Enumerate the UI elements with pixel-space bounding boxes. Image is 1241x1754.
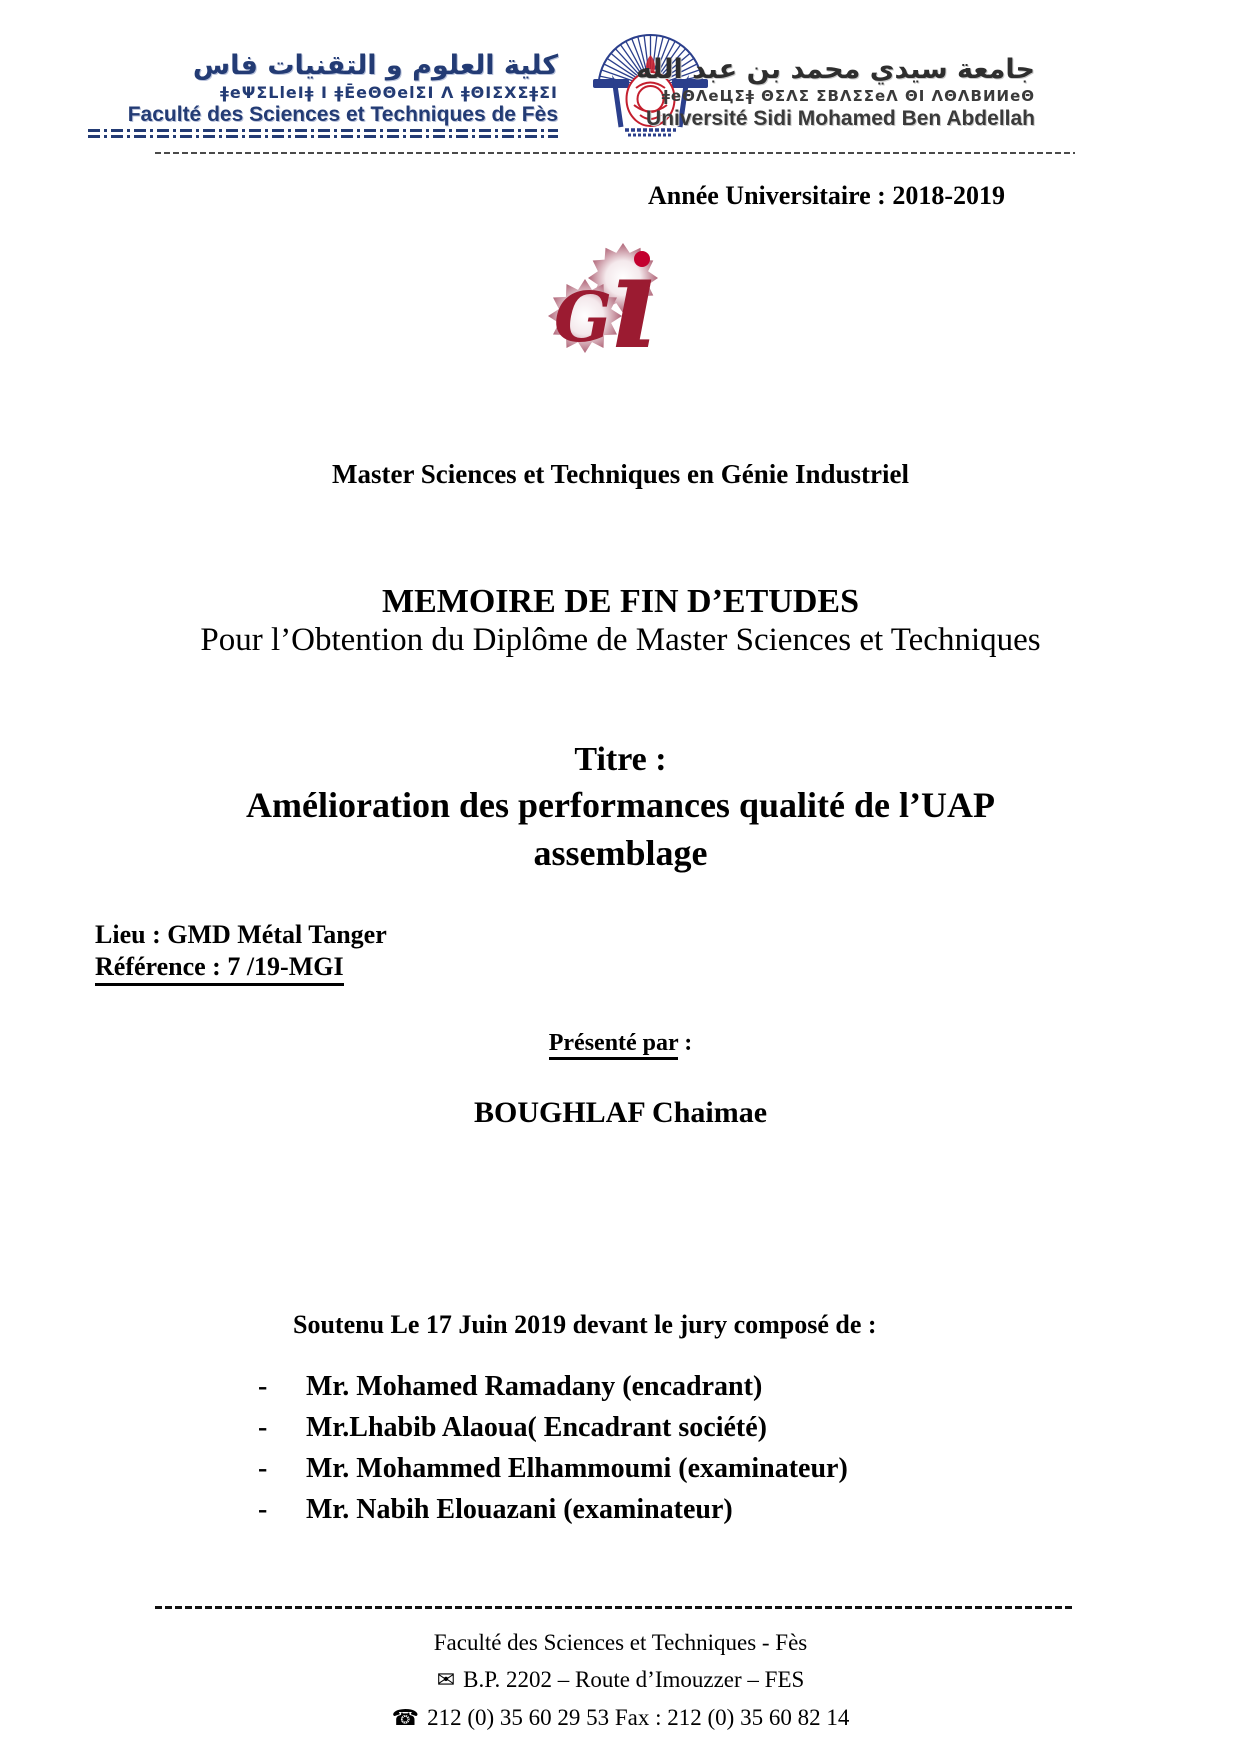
jury-member-row	[258, 1373, 848, 1401]
footer-address-text: B.P. 2202 – Route d’Imouzzer – FES	[463, 1667, 805, 1693]
header-dashed-separator	[155, 152, 1075, 154]
footer-faculty-line: Faculté des Sciences et Techniques - Fès	[433, 1630, 808, 1655]
gi-gears-icon	[545, 242, 663, 360]
faculty-name-tifinagh: ǂeΨƩLleIǂ I ǂĒeΘΘelƩI Λ ǂΘIƩXƩǂƩI	[220, 83, 558, 103]
jury-heading: Soutenu Le 17 Juin 2019 devant le jury composé de :	[293, 1310, 877, 1339]
jury-member-row	[258, 1455, 848, 1483]
lieu-line: Lieu : GMD Métal Tanger	[95, 920, 387, 949]
gi-letter-i: ı	[608, 242, 658, 360]
list-dash: -	[258, 1453, 268, 1484]
university-name-arabic: جامعة سيدي محمد بن عبد الله	[635, 54, 1035, 85]
university-name-french: Université Sidi Mohamed Ben Abdellah	[646, 106, 1035, 130]
footer-address-line	[0, 1661, 1241, 1699]
memoire-title: MEMOIRE DE FIN D’ETUDES	[382, 583, 859, 620]
presente-par-underlined: Présenté par	[549, 1030, 679, 1060]
header-dashdot-line-1	[88, 129, 558, 132]
footer-block	[0, 1624, 1241, 1737]
jury-member-name: Mr. Mohammed Elhammoumi (examinateur)	[306, 1453, 848, 1484]
header-right-block	[615, 54, 1035, 130]
jury-member-name: Mr. Nabih Elouazani (examinateur)	[306, 1494, 733, 1525]
faculty-name-arabic: كلية العلوم و التقنيات فاس	[192, 50, 558, 81]
phone-icon: ☎	[391, 1705, 420, 1731]
titre-label: Titre :	[574, 741, 667, 778]
list-dash: -	[258, 1494, 268, 1525]
mail-icon: ✉	[436, 1668, 456, 1694]
university-name-tifinagh: ǂeΘΛeЦƩǂ ΘƩΛƩ ƩΒΛƩƩeΛ ΘI ΛΘΛΒИИeΘ	[661, 87, 1035, 106]
header-dashdot-line-2	[88, 135, 558, 138]
memoire-subtitle: Pour l’Obtention du Diplôme de Master Sciences et Techniques	[200, 622, 1041, 658]
footer-dashed-separator	[155, 1606, 1075, 1609]
jury-member-row	[258, 1496, 848, 1524]
presente-par-heading	[0, 1030, 1241, 1057]
gi-letter-g: G	[553, 278, 613, 358]
jury-member-row	[258, 1414, 848, 1442]
reference-line: Référence : 7 /19-MGI	[95, 952, 344, 986]
program-name: Master Sciences et Techniques en Génie Industriel	[332, 459, 909, 489]
list-dash: -	[258, 1371, 268, 1402]
jury-member-name: Mr.Lhabib Alaoua( Encadrant société)	[306, 1412, 767, 1443]
footer-phone-text: 212 (0) 35 60 29 53 Fax : 212 (0) 35 60 82 14	[427, 1704, 850, 1730]
presente-par-colon: :	[678, 1030, 693, 1056]
jury-list	[258, 1373, 848, 1537]
thesis-title-line1: Amélioration des performances qualité de l’UAP	[246, 785, 995, 825]
genie-industriel-logo	[545, 242, 663, 360]
jury-member-name: Mr. Mohamed Ramadany (encadrant)	[306, 1371, 763, 1402]
thesis-title-line2: assemblage	[533, 833, 708, 873]
academic-year: Année Universitaire : 2018-2019	[648, 181, 1005, 210]
list-dash: -	[258, 1412, 268, 1443]
header-left-block	[88, 50, 558, 138]
footer-phone-line	[0, 1699, 1241, 1737]
faculty-name-french: Faculté des Sciences et Techniques de Fès	[127, 102, 558, 126]
author-name: BOUGHLAF Chaimae	[473, 1096, 768, 1129]
